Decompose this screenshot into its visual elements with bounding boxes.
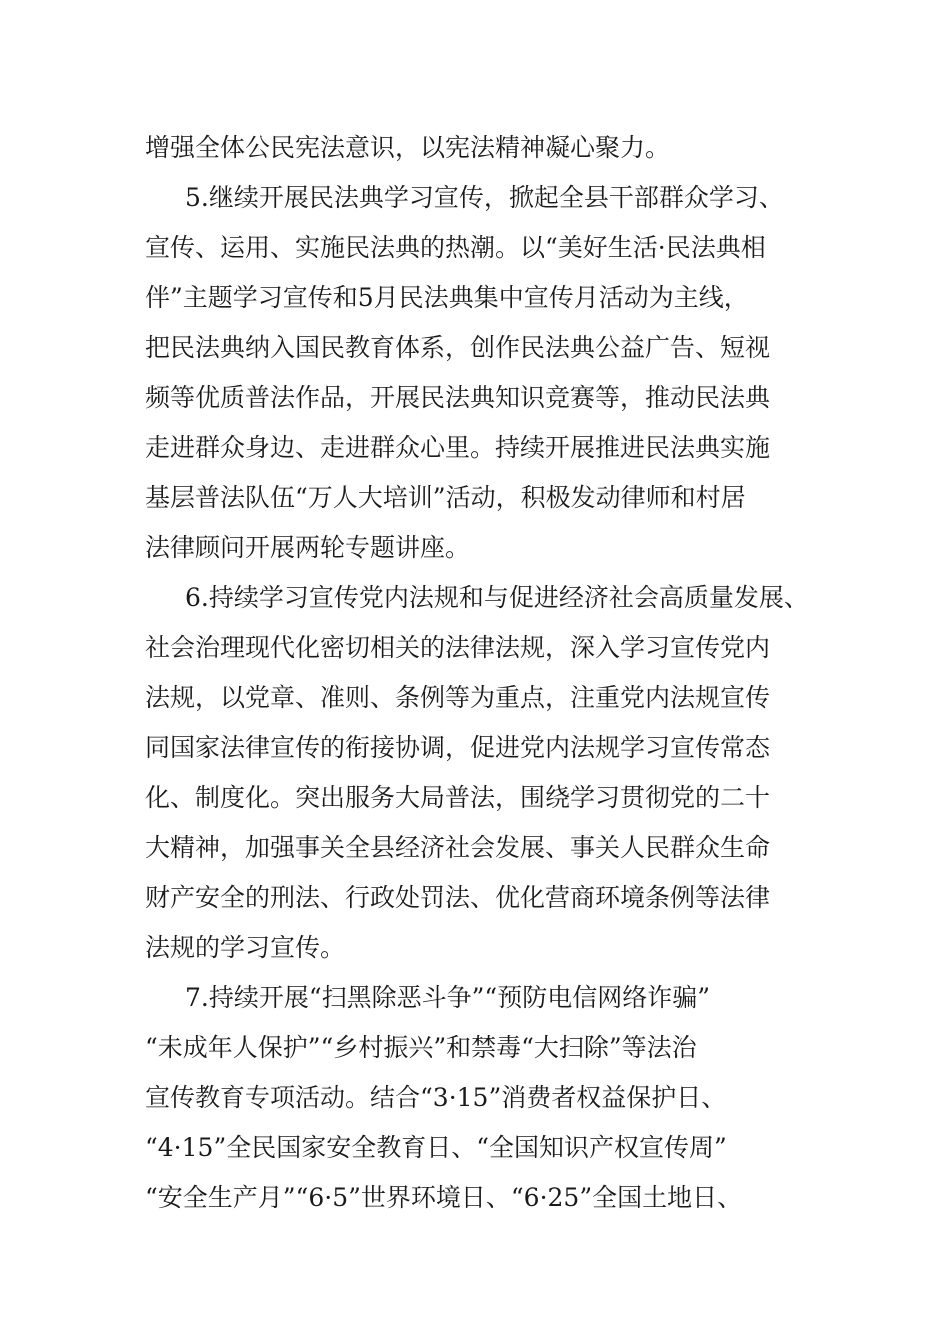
paragraph-line: 财产安全的刑法、行政处罚法、优化营商环境条例等法律: [145, 883, 771, 912]
paragraph-line: 法规的学习宣传。: [145, 933, 346, 962]
paragraph-6-start: 6.持续学习宣传党内法规和与促进经济社会高质量发展、: [185, 583, 809, 612]
paragraph-line: 宣传教育专项活动。结合“3·15”消费者权益保护日、: [145, 1083, 727, 1112]
paragraph-line: 增强全体公民宪法意识，以宪法精神凝心聚力。: [145, 133, 671, 162]
paragraph-line: 化、制度化。突出服务大局普法，围绕学习贯彻党的二十: [145, 783, 771, 812]
paragraph-line: 社会治理现代化密切相关的法律法规，深入学习宣传党内: [145, 633, 771, 662]
body-text: [145, 123, 825, 1223]
paragraph-line: 大精神，加强事关全县经济社会发展、事关人民群众生命: [145, 833, 771, 862]
paragraph-line: 伴”主题学习宣传和5月民法典集中宣传月活动为主线，: [145, 283, 749, 312]
paragraph-line: 把民法典纳入国民教育体系，创作民法典公益广告、短视: [145, 333, 771, 362]
paragraph-line: 宣传、运用、实施民法典的热潮。以“美好生活·民法典相: [145, 233, 766, 262]
paragraph-line: “安全生产月”“6·5”世界环境日、“6·25”全国土地日、: [145, 1183, 743, 1212]
paragraph-line: 法律顾问开展两轮专题讲座。: [145, 533, 471, 562]
paragraph-line: 法规，以党章、准则、条例等为重点，注重党内法规宣传: [145, 683, 771, 712]
paragraph-7-start: 7.持续开展“扫黑除恶斗争”“预防电信网络诈骗”: [185, 983, 710, 1012]
paragraph-line: 频等优质普法作品，开展民法典知识竞赛等，推动民法典: [145, 383, 771, 412]
paragraph-line: “未成年人保护”“乡村振兴”和禁毒“大扫除”等法治: [145, 1033, 697, 1062]
paragraph-line: 基层普法队伍“万人大培训”活动，积极发动律师和村居: [145, 483, 746, 512]
paragraph-line: 走进群众身边、走进群众心里。持续开展推进民法典实施: [145, 433, 771, 462]
paragraph-line: 同国家法律宣传的衔接协调，促进党内法规学习宣传常态: [145, 733, 771, 762]
paragraph-line: “4·15”全民国家安全教育日、“全国知识产权宣传周”: [145, 1133, 727, 1162]
paragraph-5-start: 5.继续开展民法典学习宣传，掀起全县干部群众学习、: [185, 183, 784, 212]
